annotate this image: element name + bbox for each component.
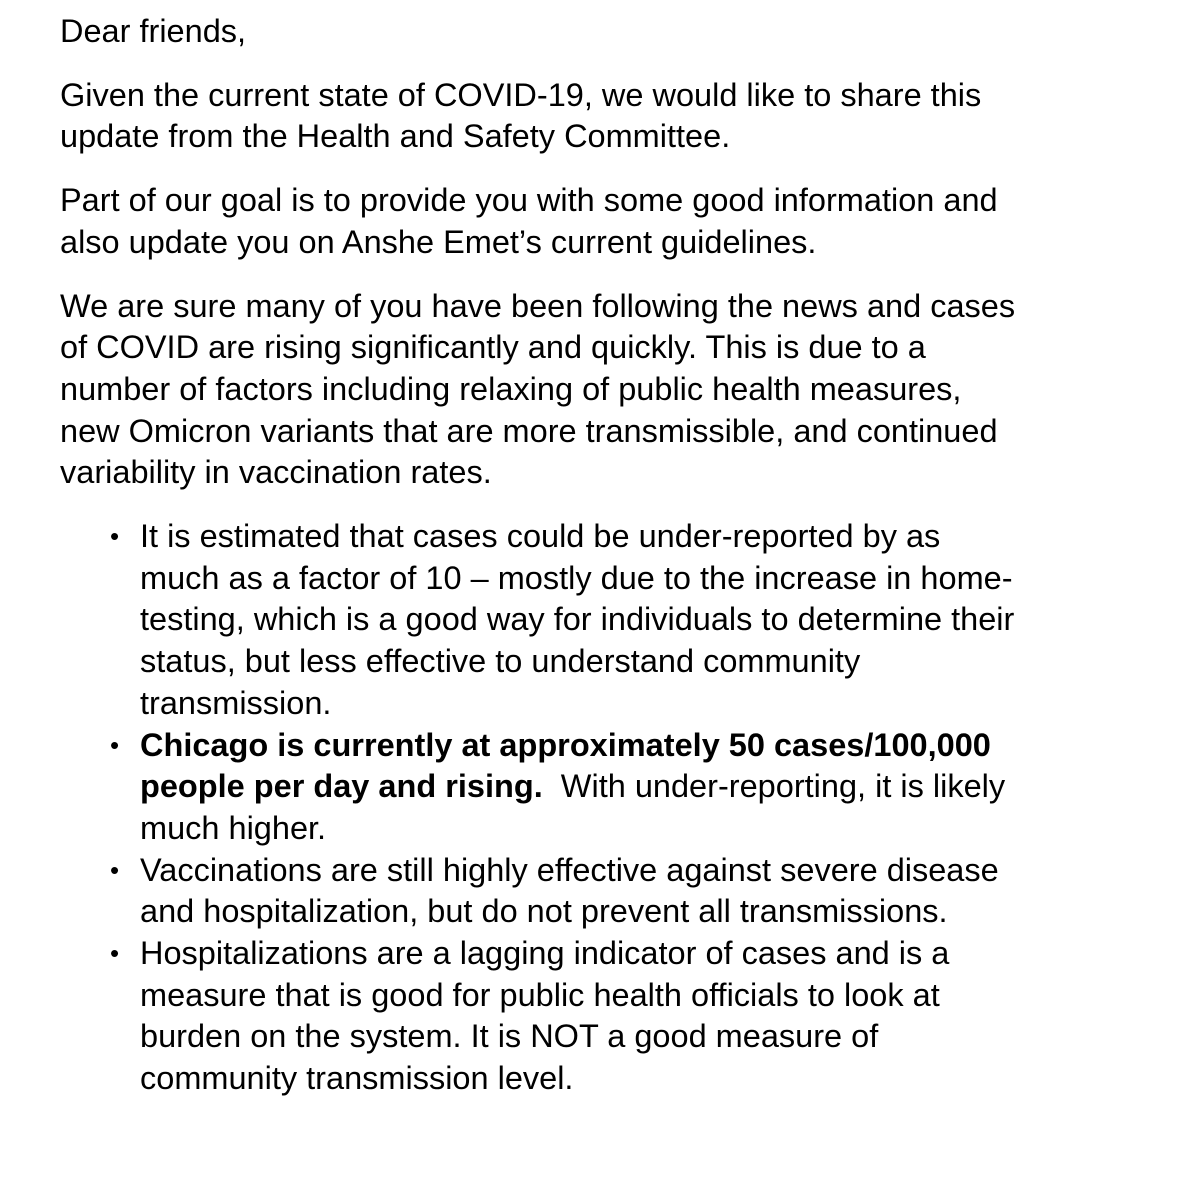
letter-document [60,11,1160,1100]
bullet-item-vaccinations [60,850,1160,933]
bullet-icon: • [110,729,120,760]
bullet-line: status, but less effective to understand community [140,643,861,680]
bullet-line: testing, which is a good way for individuals to determine their [140,601,1015,638]
bullet-line: much as a factor of 10 – mostly due to the increase in home- [140,559,1013,596]
salutation-text: Dear friends, [60,13,247,49]
bullet-line: transmission. [140,684,332,721]
bullet-icon: • [110,854,120,885]
bullet-line [140,725,1160,767]
paragraph-line: number of factors including relaxing of public health measures, [60,370,962,407]
paragraph-line: update from the Health and Safety Committee. [60,118,731,155]
bullet-line [140,766,1160,808]
bullet-item-chicago [60,725,1160,850]
paragraph-intro [60,75,1160,158]
bullet-item-underreporting [60,516,1160,725]
paragraph-line: We are sure many of you have been following the news and cases [60,287,1016,324]
bullet-line: and hospitalization, but do not prevent all transmissions. [140,893,948,930]
bullet-icon: • [110,521,120,552]
paragraph-line: also update you on Anshe Emet’s current guidelines. [60,223,817,260]
bullet-line: Hospitalizations are a lagging indicator of cases and is a [140,935,950,972]
paragraph-line: Part of our goal is to provide you with some good information and [60,182,998,219]
bullet-list [60,516,1160,1100]
bullet-icon: • [110,938,120,969]
paragraph-line: of COVID are rising significantly and quickly. This is due to a [60,329,926,366]
bullet-line: burden on the system. It is NOT a good measure of [140,1018,879,1055]
bullet-line: Vaccinations are still highly effective against severe disease [140,851,999,888]
bullet-line: It is estimated that cases could be under-reported by as [140,518,941,555]
bullet-line: much higher. [140,809,327,846]
bold-statement: Chicago is currently at approximately 50 cases/100,000 [140,726,991,763]
paragraph-goal [60,180,1160,263]
bullet-line: measure that is good for public health officials to look at [140,976,940,1013]
bold-statement: people per day and rising. [140,768,543,805]
bullet-text: With under-reporting, it is likely [542,768,1006,805]
paragraph-line: Given the current state of COVID-19, we would like to share this [60,76,982,113]
paragraph-line: new Omicron variants that are more transmissible, and continued [60,412,998,449]
paragraph-line: variability in vaccination rates. [60,454,492,491]
bullet-item-hospitalizations [60,933,1160,1100]
salutation [60,11,1160,53]
bullet-line: community transmission level. [140,1060,574,1097]
paragraph-news [60,286,1160,495]
